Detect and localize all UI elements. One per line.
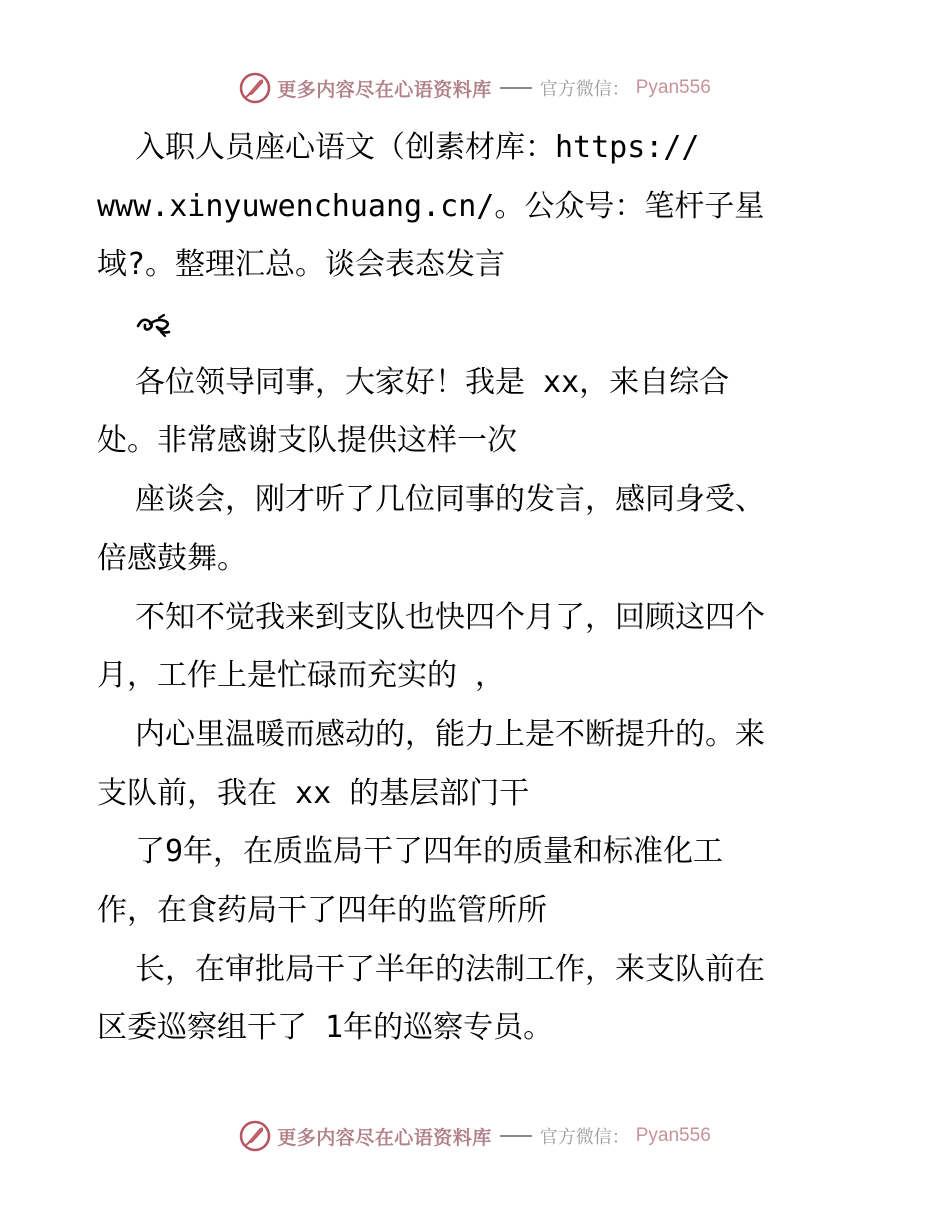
ornament-line: [97, 302, 867, 361]
text-line: 入职人员座心语文（创素材库：https://: [135, 130, 700, 165]
text-line: 处。非常感谢支队提供这样一次: [97, 423, 517, 459]
banner-dash: [500, 87, 532, 89]
text-line: 座谈会，刚才听了几位同事的发言，感同身受、: [135, 482, 765, 518]
quill-logo-icon: [239, 1120, 271, 1152]
text-line: www.xinyuwenchuang.cn/。公众号：笔杆子星: [97, 188, 765, 224]
text-line: 支队前，我在 xx 的基层部门干: [97, 775, 530, 811]
text-line: 月，工作上是忙碌而充实的 ，: [97, 658, 506, 694]
banner-main-text: 更多内容尽在心语资料库: [277, 78, 492, 101]
banner-contact-id: Pyan556: [635, 1125, 711, 1146]
banner-contact-id: Pyan556: [635, 77, 711, 98]
flourish-ornament-icon: [135, 312, 173, 338]
quill-logo-icon: [239, 72, 271, 104]
text-line: 倍感鼓舞。: [97, 540, 247, 576]
text-line: 各位领导同事，大家好！我是 xx，来自综合: [135, 364, 730, 400]
text-line: 域?。整理汇总。谈会表态发言: [97, 247, 506, 283]
text-line: 了9年，在质监局干了四年的质量和标准化工: [135, 834, 724, 870]
banner-contact-label: 官方微信：: [539, 79, 630, 100]
text-line: 不知不觉我来到支队也快四个月了，回顾这四个: [135, 599, 765, 635]
header-banner: [0, 72, 950, 112]
document-body: [97, 126, 867, 1065]
text-line: 长，在审批局干了半年的法制工作，来支队前在: [135, 951, 765, 987]
text-line: 区委巡察组干了 1年的巡察专员。: [97, 1010, 554, 1046]
banner-dash: [500, 1135, 532, 1137]
text-line: 作，在食药局干了四年的监管所所: [97, 892, 547, 928]
text-line: 内心里温暖而感动的，能力上是不断提升的。来: [135, 716, 765, 752]
footer-banner: [0, 1120, 950, 1160]
banner-contact-label: 官方微信：: [539, 1127, 630, 1148]
banner-main-text: 更多内容尽在心语资料库: [277, 1126, 492, 1149]
